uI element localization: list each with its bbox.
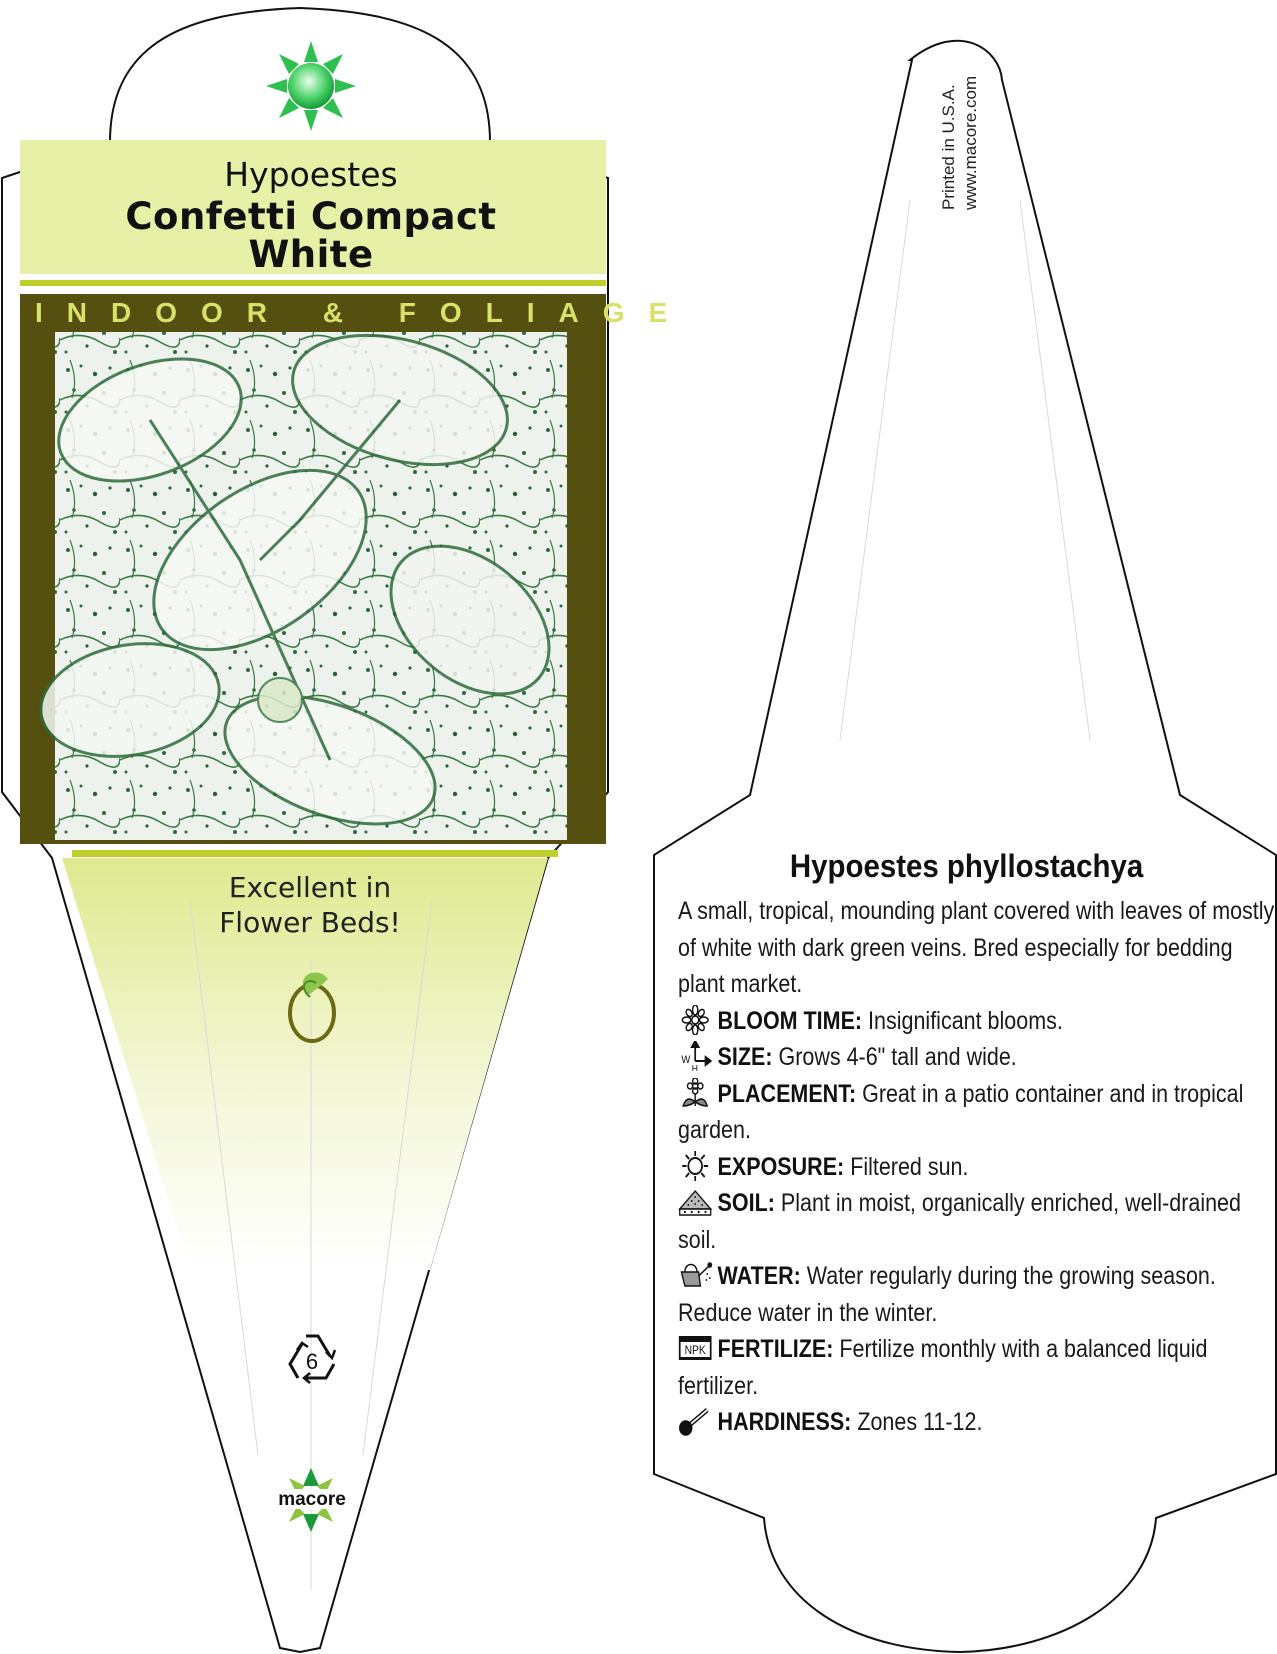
printer-line-1: Printed in U.S.A. — [939, 84, 958, 210]
soil-icon — [678, 1187, 712, 1217]
species-name: Hypoestes phyllostachya — [789, 848, 1144, 884]
care-info — [678, 893, 1275, 1441]
care-text-placement: Great in a patio container and in tropical garden. — [678, 1079, 1244, 1144]
brand-name: macore — [278, 1489, 346, 1510]
placement-icon — [678, 1078, 712, 1108]
care-row-exposure — [678, 1149, 1277, 1186]
sun-logo-icon — [266, 41, 356, 131]
printer-line-2: www.macore.com — [961, 75, 980, 210]
npk-icon-label: NPK — [684, 1344, 706, 1358]
tagline-line2: Flower Beds! — [219, 906, 401, 939]
care-text-fertilize: Fertilize monthly with a balanced liquid fertilizer. — [678, 1335, 1208, 1400]
care-label-size: SIZE: — [717, 1043, 773, 1071]
care-row-soil — [678, 1185, 1277, 1258]
care-text-size: Grows 4-6" tall and wide. — [778, 1043, 1017, 1071]
care-label-hardiness: HARDINESS: — [717, 1408, 852, 1436]
common-name: Hypoestes — [224, 155, 398, 194]
care-label-bloom: BLOOM TIME: — [717, 1006, 863, 1035]
lower-rule — [72, 850, 558, 857]
care-row-size — [678, 1039, 1277, 1076]
category-label: INDOOR & FOLIAGE — [35, 297, 692, 328]
care-text-water: Water regularly during the growing season. Reduce water in the winter. — [678, 1262, 1216, 1327]
size-icon-h: H — [691, 1063, 698, 1071]
care-row-fertilize — [678, 1331, 1277, 1404]
recycle-code: 6 — [305, 1349, 319, 1374]
care-label-fertilize: FERTILIZE: — [717, 1335, 834, 1363]
care-row-bloom — [678, 1003, 1277, 1040]
cultivar-name-line1: Confetti Compact — [125, 195, 497, 238]
tagline-line1: Excellent in — [228, 871, 392, 904]
care-label-soil: SOIL: — [717, 1189, 775, 1217]
thermometer-icon — [678, 1406, 712, 1436]
plant-description: A small, tropical, mounding plant covered with leaves of mostly of white with dark green veins. Bred especially for bedding plant market. — [678, 897, 1275, 998]
care-text-exposure: Filtered sun. — [850, 1152, 969, 1181]
care-label-exposure: EXPOSURE: — [717, 1152, 845, 1181]
printer-notes — [938, 76, 982, 210]
watering-can-icon — [678, 1260, 712, 1290]
sun-icon — [678, 1151, 712, 1181]
size-icon — [678, 1041, 712, 1071]
care-text-hardiness: Zones 11-12. — [857, 1408, 983, 1436]
care-text-soil: Plant in moist, organically enriched, well-drained soil. — [678, 1189, 1241, 1254]
bloom-icon — [678, 1005, 712, 1035]
header-rule — [20, 280, 606, 286]
cultivar-name-line2: White — [248, 233, 374, 276]
size-icon-w: W — [681, 1054, 691, 1067]
care-label-placement: PLACEMENT: — [717, 1079, 857, 1108]
care-row-water — [678, 1258, 1277, 1331]
npk-icon — [678, 1333, 712, 1363]
care-text-bloom: Insignificant blooms. — [868, 1006, 1063, 1035]
care-label-water: WATER: — [717, 1262, 801, 1290]
care-row-placement — [678, 1076, 1277, 1149]
care-row-hardiness — [678, 1404, 1277, 1441]
